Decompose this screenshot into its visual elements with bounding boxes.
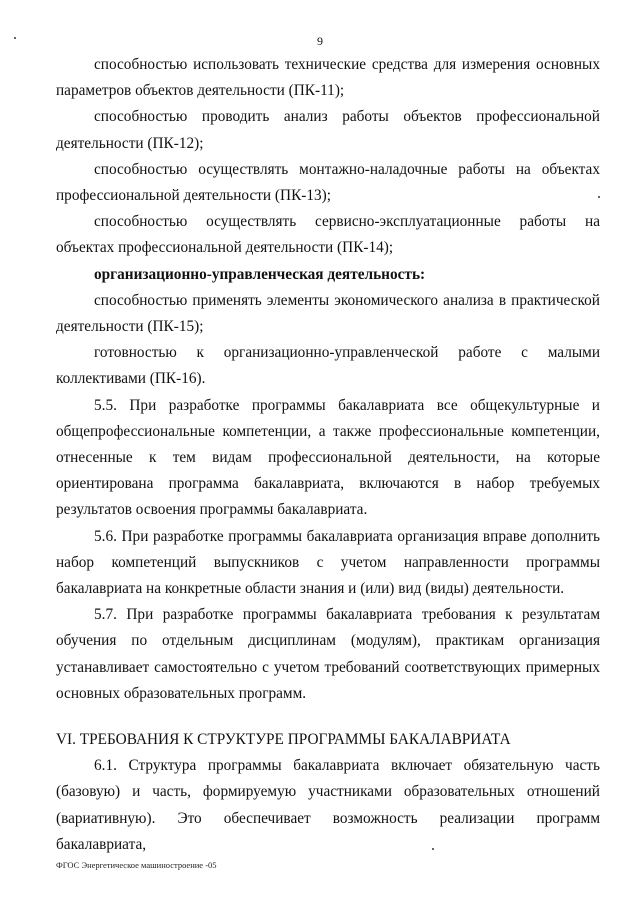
paragraph: способностью проводить анализ работы объектов профессиональной деятельности (ПК-12); [56, 108, 600, 152]
paragraph: 5.6. При разработке программы бакалавриата организация вправе дополнить набор компетенций выпускников с учетом направленности программы бакалавриата на конкретные области знания и (или) вид (виды) деятельности. [56, 527, 600, 598]
paragraph: 5.5. При разработке программы бакалавриата все общекультурные и общепрофессиональные компетенции, а также профессиональные компетенции, отнесенные к тем видам профессиональной деятельности, на которые ориентирована программа бакалавриата, включаются в набор требуемых результатов освоения программы бакалавриата. [56, 396, 600, 519]
paragraph: готовностью к организационно-управленческой работе с малыми коллективами (ПК-16). [56, 344, 600, 388]
paragraph: 5.7. При разработке программы бакалавриата требования к результатам обучения по отдельным дисциплинам (модулям), практикам организация устанавливает самостоятельно с учетом требований соответствующих примерных основных образовательных программ. [56, 606, 600, 702]
footer: ФГОС Энергетическое машиностроение -05 [56, 860, 217, 870]
document-body [56, 52, 600, 858]
section-heading: VI. ТРЕБОВАНИЯ К СТРУКТУРЕ ПРОГРАММЫ БАКАЛАВРИАТА [56, 731, 511, 749]
paragraph: способностью применять элементы экономического анализа в практической деятельности (ПК-15); [56, 291, 600, 336]
subheading: организационно-управленческая деятельность: [94, 265, 426, 283]
paragraph: 6.1. Структура программы бакалавриата включает обязательную часть (базовую) и часть, формируемую участниками образовательных отношений (вариативную). Это обеспечивает возможность реализации программ бакалавриата, [56, 757, 600, 853]
page-number: 9 [317, 34, 323, 48]
paragraph: способностью использовать технические средства для измерения основных параметров объектов деятельности (ПК-11); [56, 56, 600, 100]
paragraph: способностью осуществлять монтажно-наладочные работы на объектах профессиональной деятельности (ПК-13); [56, 160, 600, 205]
paragraph: способностью осуществлять сервисно-эксплуатационные работы на объектах профессиональной деятельности (ПК-14); [56, 213, 600, 257]
